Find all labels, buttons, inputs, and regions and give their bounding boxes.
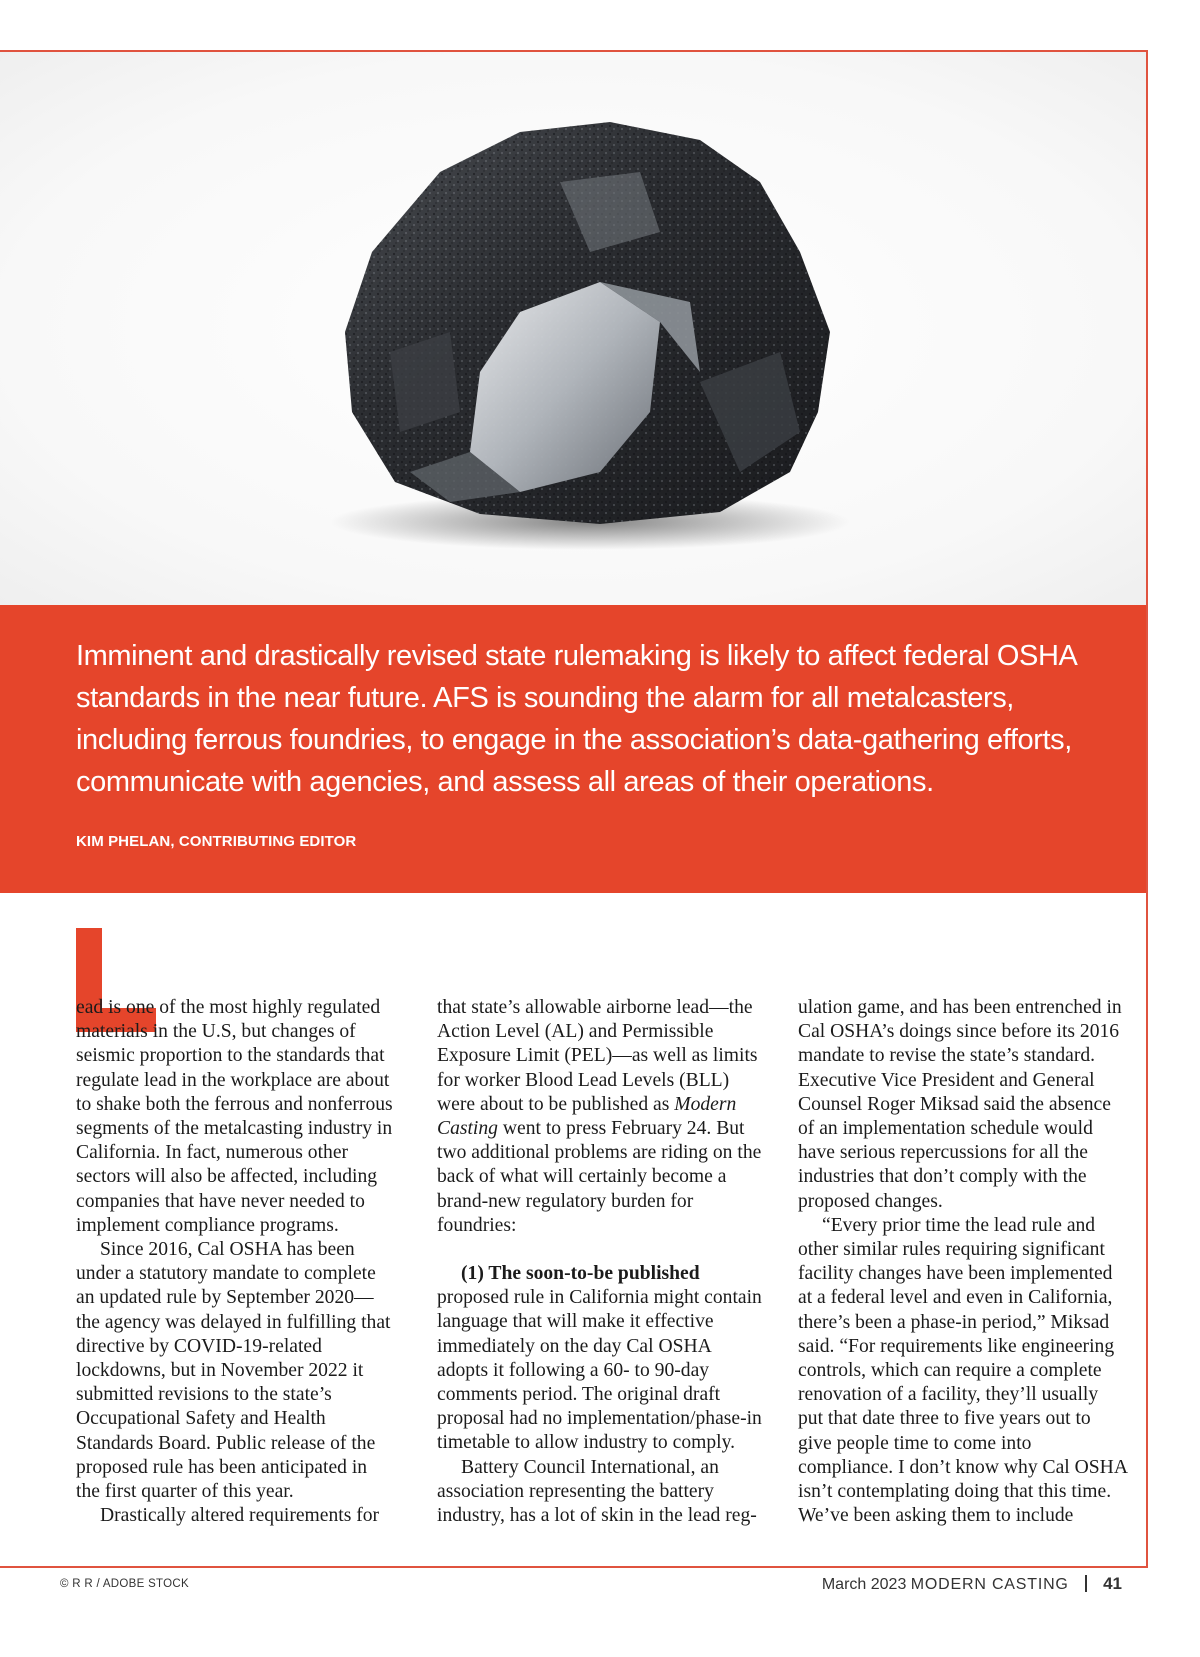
paragraph: Drastically altered requirements for — [100, 1505, 380, 1527]
page-footer — [822, 1574, 1122, 1594]
article-column-3 — [798, 996, 1128, 1528]
photo-credit: © R R / ADOBE STOCK — [60, 1578, 189, 1590]
paragraph: Battery Council International, an association representing the battery industry, has a lot of skin in the lead reg- — [437, 1456, 757, 1527]
lead-ore-illustration — [0, 52, 1146, 605]
paragraph: Since 2016, Cal OSHA has been under a statutory mandate to complete an updated rule by September 2020—the agency was delayed in fulfilling that directive by COVID-19-related lockdowns, but in November 2022 it submitted revisions to the state’s Occupational Safety and Health Standards Board. Public release of the proposed rule has been anticipated in the first quarter of this year. — [76, 1239, 391, 1503]
publication-name: Modern Casting — [437, 1093, 737, 1140]
paragraph — [437, 1262, 762, 1456]
deck-banner — [0, 605, 1146, 893]
issue-date: March 2023 — [821, 1576, 907, 1593]
paragraph-text: proposed rule in California might contain language that will make it effective immediately on the day Cal OSHA adopts it following a 60- to 90-day comments period. The original draft proposal had no implementation/phase-in timetable to allow industry to comply. — [437, 1287, 762, 1454]
frame-bottom-border — [0, 1566, 1148, 1568]
article-deck: Imminent and drastically revised state rulemaking is likely to affect federal OSHA standards in the near future. AFS is sounding the alarm for all metalcasters, including ferrous foundries, to engage in the association’s data-gathering efforts, communicate with agencies, and assess all areas of their operations. — [76, 640, 1076, 798]
paragraph-text: went to press February 24. But two additional problems are riding on the back of what will certainly become a brand-new regulatory burden for foundries: — [437, 1118, 762, 1236]
page-number: 41 — [1103, 1574, 1122, 1593]
hero-image — [0, 52, 1146, 605]
magazine-name: MODERN CASTING — [910, 1576, 1069, 1593]
list-heading: (1) The soon-to-be published — [461, 1263, 700, 1285]
paragraph: “Every prior time the lead rule and other similar rules requiring significant facility changes have been implemented at a federal level and even in California, there’s been a phase-in period,” Miksad said. “For requirements like engineering controls, which can require a complete renovation of a facility, they’ll usually put that date three to five years out to give people time to come into compliance. I don’t know why Cal OSHA isn’t contemplating doing that this time. We’ve been asking them to include — [798, 1214, 1127, 1527]
article-column-2 — [437, 996, 762, 1528]
byline: KIM PHELAN, CONTRIBUTING EDITOR — [76, 833, 357, 850]
paragraph — [437, 996, 762, 1238]
footer-divider — [1085, 1575, 1087, 1592]
paragraph: ead is one of the most highly regulated materials in the U.S, but changes of seismic proportion to the standards that regulate lead in the workplace are about to shake both the ferrous and nonferrous segments of the metalcasting industry in California. In fact, numerous other sectors will also be affected, including companies that have never needed to implement compliance programs. — [76, 997, 393, 1236]
paragraph: ulation game, and has been entrenched in Cal OSHA’s doings since before its 2016 mandate to revise the state’s standard. Executive Vice President and General Counsel Roger Miksad said the absence of an implementation schedule would have serious repercussions for all the industries that don’t comply with the proposed changes. — [798, 997, 1122, 1212]
article-column-1 — [76, 996, 394, 1528]
paragraph-text: that state’s allowable airborne lead—the Action Level (AL) and Permissible Exposure Limit (PEL)—as well as limits for worker Blood Lead Levels (BLL) were about to be published as — [437, 997, 758, 1115]
frame-right-border — [1146, 50, 1148, 1568]
